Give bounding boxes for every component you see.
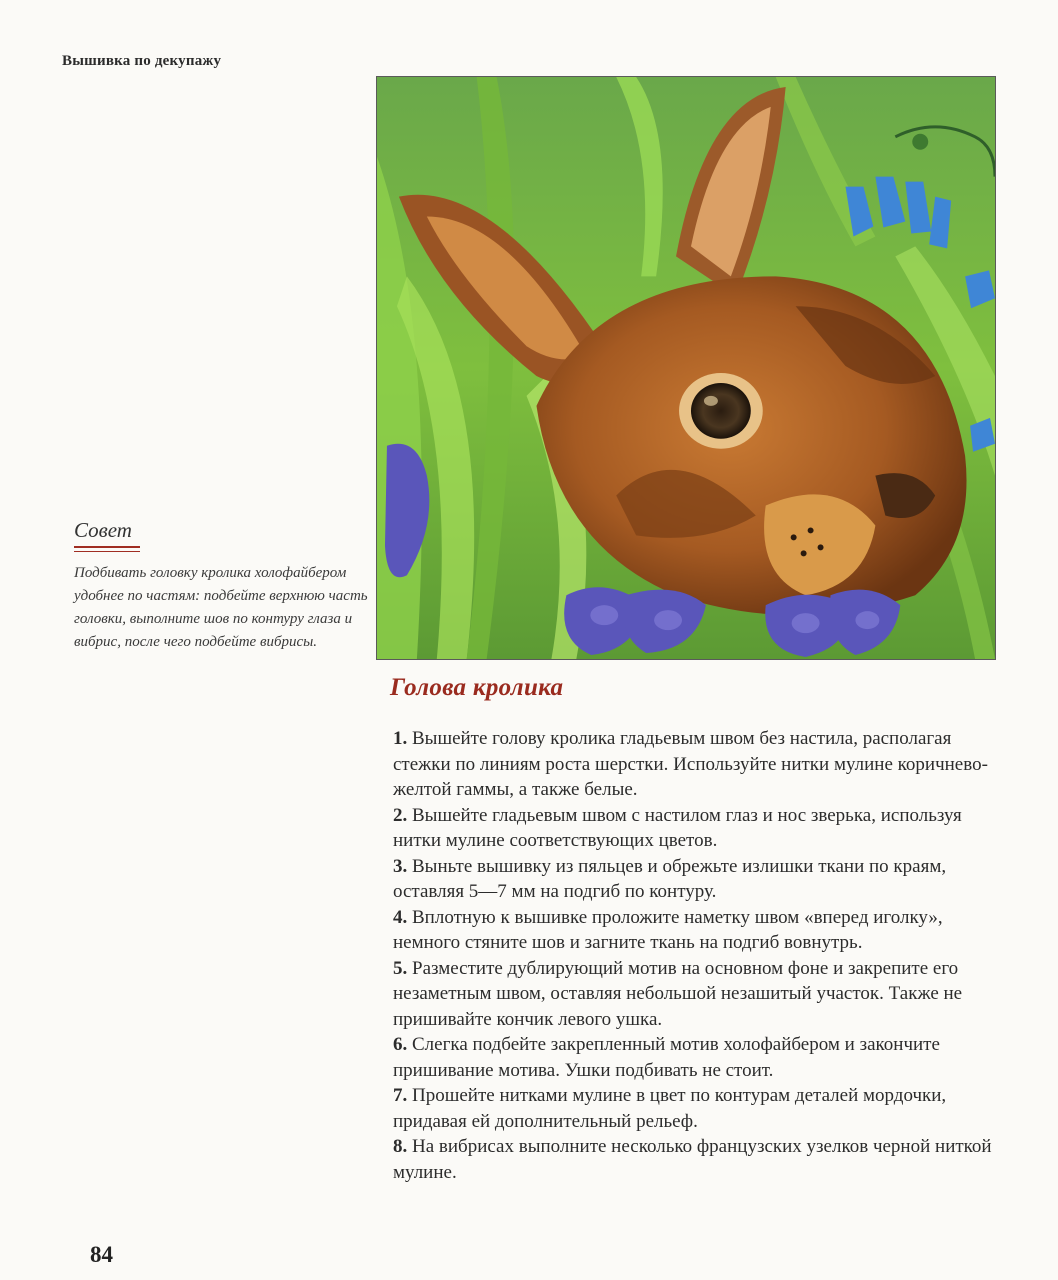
tip-title: Совет bbox=[74, 518, 132, 542]
step-item bbox=[393, 956, 1003, 1033]
step-text: Разместите дублирующий мотив на основном фоне и закрепите его незаметным швом, оставляя небольшой незашитый участок. Также не пришивайте кончик левого ушка. bbox=[393, 957, 963, 1030]
rabbit-embroidery-image bbox=[377, 77, 995, 659]
section-title: Голова кролика bbox=[390, 674, 564, 701]
step-item bbox=[393, 803, 1003, 854]
step-item bbox=[393, 1083, 1003, 1134]
step-number: 8. bbox=[393, 1136, 408, 1157]
page-number: 84 bbox=[90, 1242, 113, 1267]
tip-underline-thin bbox=[74, 551, 140, 552]
embroidery-photo bbox=[376, 76, 996, 660]
step-number: 4. bbox=[393, 906, 408, 928]
steps-list bbox=[393, 726, 1003, 1185]
tip-text: Подбивать головку кролика холофайбером удобнее по частям: подбейте верхнюю часть головки, выполните шов по контуру глаза и вибрис, после чего подбейте вибрисы. bbox=[74, 565, 368, 650]
step-text: Прошейте нитками мулине в цвет по контурам деталей мордочки, придавая ей дополнительный рельеф. bbox=[393, 1085, 947, 1132]
step-number: 2. bbox=[393, 804, 408, 826]
running-head: Вышивка по декупажу bbox=[62, 53, 222, 69]
step-item bbox=[393, 726, 1003, 803]
step-text: Вплотную к вышивке проложите наметку швом «вперед иголку», немного стяните шов и загните ткань на подгиб вовнутрь. bbox=[393, 906, 943, 953]
tip-box bbox=[74, 518, 374, 654]
step-number: 6. bbox=[393, 1034, 408, 1055]
step-number: 5. bbox=[393, 957, 408, 979]
step-number: 7. bbox=[393, 1085, 408, 1106]
step-text: Слегка подбейте закрепленный мотив холофайбером и закончите пришивание мотива. Ушки подбивать не стоит. bbox=[393, 1034, 940, 1081]
step-number: 1. bbox=[393, 728, 408, 749]
step-item bbox=[393, 1134, 1003, 1185]
step-text: Выньте вышивку из пяльцев и обрежьте излишки ткани по краям, оставляя 5—7 мм на подгиб по контуру. bbox=[393, 855, 947, 902]
step-text: На вибрисах выполните несколько французских узелков черной ниткой мулине. bbox=[393, 1136, 992, 1183]
tip-underline bbox=[74, 546, 140, 548]
step-number: 3. bbox=[393, 855, 408, 877]
step-text: Вышейте голову кролика гладьевым швом без настила, располагая стежки по линиям роста шерстки. Используйте нитки мулине коричнево-желтой гаммы, а также белые. bbox=[393, 728, 988, 800]
step-text: Вышейте гладьевым швом с настилом глаз и нос зверька, используя нитки мулине соответствующих цветов. bbox=[393, 804, 962, 851]
step-item bbox=[393, 905, 1003, 956]
step-item bbox=[393, 1032, 1003, 1083]
step-item bbox=[393, 854, 1003, 905]
